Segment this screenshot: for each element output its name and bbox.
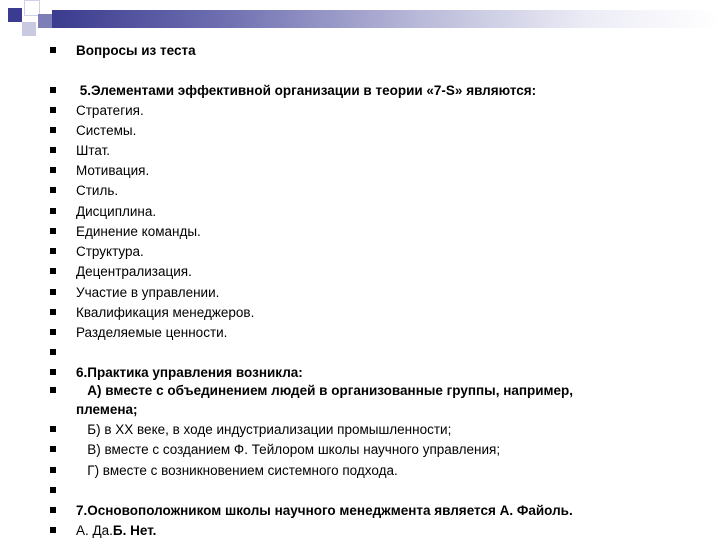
list-item bbox=[50, 401, 138, 419]
bullet-icon bbox=[50, 47, 56, 53]
bullet-icon bbox=[50, 167, 56, 173]
list-item-text: Дисциплина. bbox=[76, 204, 157, 219]
list-item bbox=[50, 482, 76, 500]
list-item bbox=[50, 304, 254, 322]
bullet-icon bbox=[50, 147, 56, 153]
list-item bbox=[50, 344, 76, 362]
list-item-text: Б) в XX веке, в ходе индустриализации промышленности; bbox=[76, 422, 452, 437]
bullet-icon bbox=[50, 487, 56, 493]
title-row bbox=[50, 42, 196, 60]
list-item bbox=[50, 182, 118, 200]
list-item-text: А) вместе с объединением людей в организованные группы, например, bbox=[76, 383, 574, 398]
list-item-text: Квалификация менеджеров. bbox=[76, 305, 255, 320]
list-item bbox=[50, 382, 573, 400]
answer-option-b: Б. Нет. bbox=[112, 523, 157, 538]
deco-square bbox=[22, 22, 36, 36]
bullet-icon bbox=[50, 309, 56, 315]
bullet-icon bbox=[50, 107, 56, 113]
bullet-icon bbox=[50, 387, 56, 393]
bullet-icon bbox=[50, 426, 56, 432]
bullet-icon bbox=[50, 248, 56, 254]
list-item bbox=[50, 162, 149, 180]
list-item bbox=[50, 142, 110, 160]
list-item bbox=[50, 324, 227, 342]
deco-square bbox=[38, 14, 52, 28]
bullet-icon bbox=[50, 369, 56, 375]
list-item bbox=[50, 421, 451, 439]
page-title: Вопросы из теста bbox=[76, 43, 196, 58]
bullet-icon bbox=[50, 467, 56, 473]
bullet-icon bbox=[50, 208, 56, 214]
bullet-icon bbox=[50, 329, 56, 335]
list-item bbox=[50, 223, 201, 241]
list-item-text: 5.Элементами эффективной организации в теории «7-S» являются: bbox=[76, 83, 537, 98]
list-item-text: Г) вместе с возникновением системного подхода. bbox=[76, 463, 398, 478]
list-item bbox=[50, 263, 192, 281]
bullet-icon bbox=[50, 127, 56, 133]
list-item bbox=[50, 102, 144, 120]
bullet-icon bbox=[50, 446, 56, 452]
bullet-icon bbox=[50, 268, 56, 274]
list-item-text: Участие в управлении. bbox=[76, 285, 220, 300]
bullet-icon bbox=[50, 228, 56, 234]
list-item-text: Штат. bbox=[76, 143, 111, 158]
list-item bbox=[50, 364, 303, 382]
bullet-icon bbox=[50, 87, 56, 93]
list-item-text: Системы. bbox=[76, 123, 137, 138]
list-item bbox=[50, 243, 144, 261]
list-item bbox=[50, 82, 536, 100]
answer-option-a: А. Да. bbox=[76, 523, 113, 538]
list-item-text: В) вместе с созданием Ф. Тейлором школы научного управления; bbox=[76, 442, 501, 457]
list-item bbox=[50, 441, 500, 459]
list-item-text: племена; bbox=[76, 402, 138, 417]
answer-row bbox=[50, 522, 156, 540]
list-item-text: Мотивация. bbox=[76, 163, 150, 178]
list-item-text: Структура. bbox=[76, 244, 144, 259]
list-item bbox=[50, 284, 219, 302]
header-gradient-bar bbox=[52, 10, 720, 28]
list-item-text: Единение команды. bbox=[76, 224, 201, 239]
deco-square bbox=[8, 8, 22, 22]
list-item bbox=[50, 502, 573, 520]
list-item-text: 6.Практика управления возникла: bbox=[76, 365, 303, 380]
list-item-text: Стратегия. bbox=[76, 103, 144, 118]
list-item-text: 7.Основоположником школы научного менеджмента является А. Файоль. bbox=[76, 503, 573, 518]
bullet-icon bbox=[50, 289, 56, 295]
bullet-icon bbox=[50, 349, 56, 355]
bullet-icon bbox=[50, 527, 56, 533]
bullet-icon bbox=[50, 507, 56, 513]
list-item-text: Разделяемые ценности. bbox=[76, 325, 228, 340]
bullet-icon bbox=[50, 187, 56, 193]
list-item bbox=[50, 122, 136, 140]
list-item bbox=[50, 462, 398, 480]
list-item bbox=[50, 203, 156, 221]
list-item-text: Децентрализация. bbox=[76, 264, 192, 279]
list-item-text: Стиль. bbox=[76, 183, 119, 198]
